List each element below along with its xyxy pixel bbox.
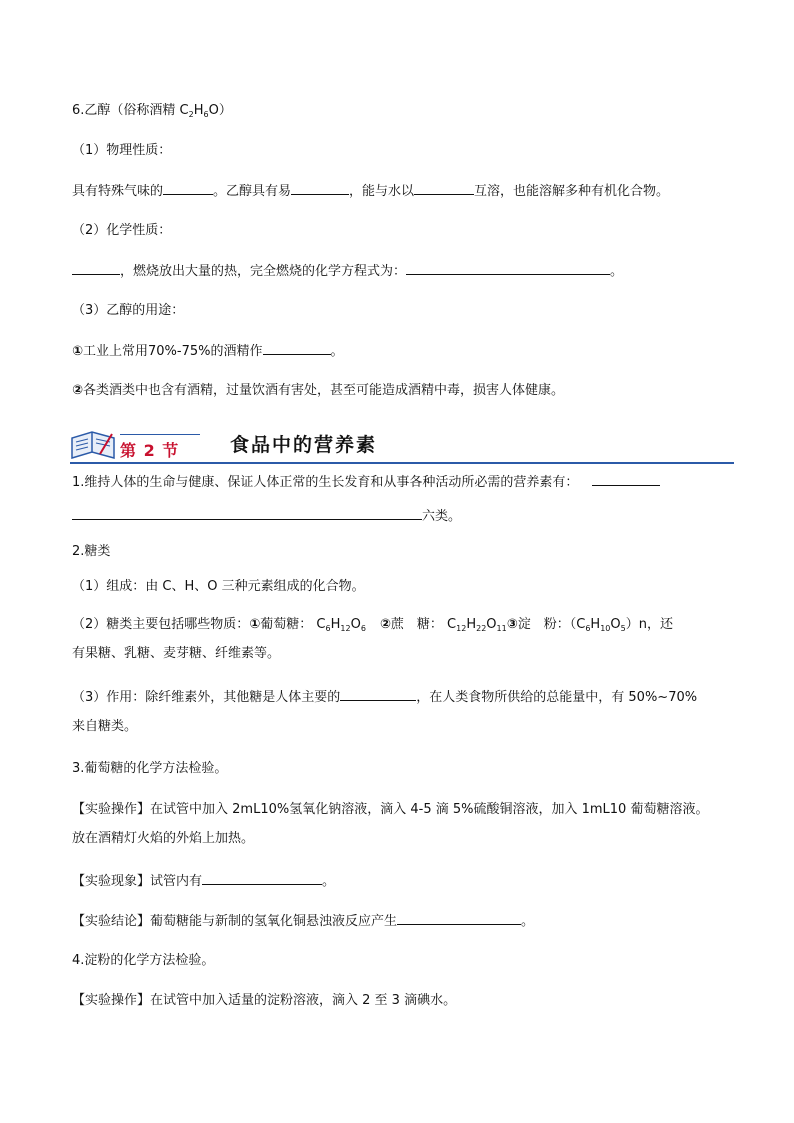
text: 1.维持人体的生命与健康、保证人体正常的生长发育和从事各种活动所必需的营养素有： (72, 475, 579, 490)
equation-blank[interactable] (406, 262, 610, 275)
text: 在试管中加入适量的淀粉溶液，滴入 2 至 3 滴碘水。 (150, 993, 457, 1008)
text: 试管内有 (150, 874, 203, 889)
text: 葡萄糖能与新制的氢氧化铜悬浊液反应产生 (150, 914, 398, 929)
text: 。 (521, 914, 535, 929)
ethanol-title (72, 102, 232, 120)
text: 。 (322, 874, 336, 889)
answer-blank[interactable] (340, 688, 416, 701)
sugar-types (72, 616, 673, 634)
subscript: 12 (456, 624, 467, 633)
text: O (486, 617, 497, 632)
text: 工业上常用70%-75%的酒精作 (83, 344, 263, 359)
answer-blank[interactable] (72, 507, 422, 520)
chemical-properties (72, 262, 623, 281)
circled-number: ② (72, 383, 84, 398)
answer-blank[interactable] (263, 342, 331, 355)
circled-number: ① (249, 617, 261, 632)
text: 在试管中加入 2mL10%氢氧化钠溶液，滴入 4-5 滴 5%硫酸铜溶液，加入 1mL10 葡萄糖溶液。 (150, 802, 709, 817)
q1-line2 (72, 507, 461, 526)
answer-blank[interactable] (163, 182, 213, 195)
text: ）n，还 (625, 617, 673, 632)
text: 6.乙醇（俗称酒精 C (72, 103, 189, 118)
glucose-operation-cont: 放在酒精灯火焰的外焰上加热。 (72, 831, 255, 846)
section-title: 食品中的营养素 (230, 434, 378, 456)
answer-blank[interactable] (202, 872, 322, 885)
section-accent-line (120, 434, 200, 435)
composition: （1）组成：由 C、H、O 三种元素组成的化合物。 (72, 579, 365, 594)
answer-blank[interactable] (72, 262, 120, 275)
subscript: 10 (600, 624, 611, 633)
text: O (350, 617, 361, 632)
subscript: 6 (203, 110, 209, 119)
answer-blank[interactable] (414, 182, 474, 195)
answer-blank[interactable] (397, 912, 521, 925)
text: 各类酒类中也含有酒精，过量饮酒有害处，甚至可能造成酒精中毒，损害人体健康。 (83, 383, 565, 398)
sugar-types-cont: 有果糖、乳糖、麦芽糖、纤维素等。 (72, 646, 281, 661)
text: 葡萄糖： C (260, 617, 326, 632)
section-number: 第 2 节 (120, 441, 180, 460)
text: 淀 粉：（C (517, 617, 586, 632)
label: 【实验操作】 (72, 802, 151, 817)
sugar-function (72, 688, 697, 707)
subscript: 2 (188, 110, 194, 119)
answer-blank[interactable] (291, 182, 349, 195)
q1-line1 (72, 473, 660, 492)
subscript: 22 (476, 624, 487, 633)
text: H (330, 617, 341, 632)
subscript: 6 (325, 624, 331, 633)
text: 。 (610, 264, 624, 279)
text: O (610, 617, 621, 632)
chemical-heading: （2）化学性质： (72, 223, 172, 238)
physical-heading: （1）物理性质： (72, 143, 172, 158)
uses-heading: （3）乙醇的用途： (72, 303, 185, 318)
text: 互溶，也能溶解多种有机化合物。 (474, 184, 670, 199)
section-header (70, 424, 734, 464)
sugar-function-cont: 来自糖类。 (72, 719, 138, 734)
text: 具有特殊气味的 (72, 184, 164, 199)
text: H (590, 617, 601, 632)
subscript: 6 (585, 624, 591, 633)
text: 蔗 糖： C (390, 617, 457, 632)
text: ，能与水以 (349, 184, 415, 199)
glucose-conclusion (72, 912, 534, 931)
text: （3）作用：除纤维素外，其他糖是人体主要的 (72, 690, 341, 705)
subscript: 11 (496, 624, 507, 633)
circled-number: ② (379, 617, 391, 632)
physical-properties (72, 182, 669, 201)
use-1 (72, 342, 344, 361)
text: O） (208, 103, 232, 118)
text: 。乙醇具有易 (213, 184, 292, 199)
label: 【实验操作】 (72, 993, 151, 1008)
text: ，燃烧放出大量的热，完全燃烧的化学方程式为： (120, 264, 407, 279)
use-2 (72, 382, 564, 400)
starch-test-heading: 4.淀粉的化学方法检验。 (72, 953, 215, 968)
text: 。 (330, 344, 344, 359)
answer-blank[interactable] (592, 473, 660, 486)
subscript: 12 (340, 624, 351, 633)
book-icon (70, 430, 116, 462)
text: ，在人类食物所供给的总能量中，有 50%~70% (416, 690, 698, 705)
text: 六类。 (422, 509, 462, 524)
sugar-heading: 2.糖类 (72, 544, 111, 559)
glucose-observation (72, 872, 335, 891)
starch-operation (72, 992, 456, 1010)
circled-number: ① (72, 344, 84, 359)
subscript: 5 (620, 624, 626, 633)
glucose-operation (72, 801, 708, 819)
text: H (193, 103, 204, 118)
label: 【实验结论】 (72, 914, 151, 929)
label: 【实验现象】 (72, 874, 151, 889)
text: （2）糖类主要包括哪些物质： (72, 617, 250, 632)
glucose-test-heading: 3.葡萄糖的化学方法检验。 (72, 761, 228, 776)
section-divider (70, 462, 734, 464)
circled-number: ③ (506, 617, 518, 632)
subscript: 6 (360, 624, 366, 633)
text: H (466, 617, 477, 632)
